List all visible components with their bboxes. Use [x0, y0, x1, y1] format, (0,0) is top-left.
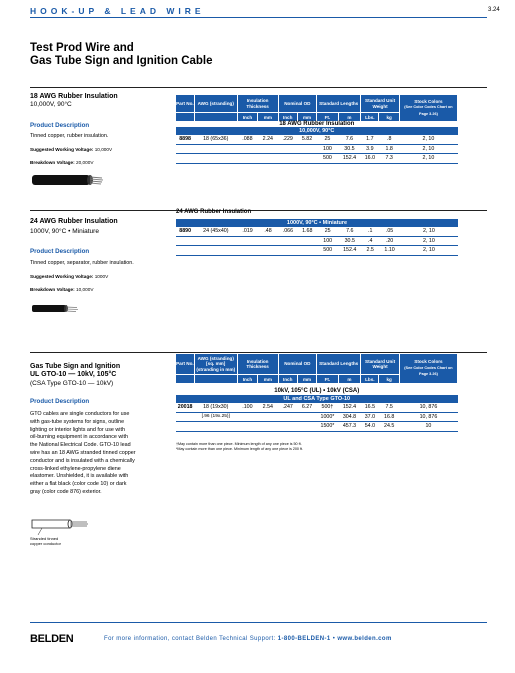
sec3-title-line2: UL GTO-10 — 10kV, 105°C	[30, 371, 117, 378]
table-row: 8890 24 (45x40) .019 .48 .066 1.68 25 7.6 .1 .05 2, 10	[176, 227, 458, 236]
sec2-description: Tinned copper, separator, rubber insulation.	[30, 260, 134, 266]
sec1-bd-label: Breakdown Voltage:	[30, 160, 75, 165]
sec2-subtitle: 1000V, 90°C • Miniature	[30, 228, 99, 235]
col-len-ft: Ft.	[317, 375, 338, 384]
footer-rule	[30, 622, 487, 623]
sec2-pd-label: Product Description	[30, 248, 90, 255]
col-od-inch: Inch	[278, 113, 297, 122]
sec1-swv-value: 10,000V	[94, 147, 113, 152]
col-od-inch: Inch	[278, 375, 297, 384]
sec3-band: UL and CSA Type GTO-10	[176, 395, 458, 403]
sec1-description: Tinned copper, rubber insulation.	[30, 133, 109, 139]
sec2-bd-value: 10,000V	[76, 287, 94, 292]
col-part: Part No.	[176, 95, 194, 113]
sec3-cable-image	[30, 510, 90, 538]
col-od-mm: mm	[297, 375, 316, 384]
table-row: 100 30.5 3.9 1.8 2, 10	[176, 144, 458, 154]
sec1-bd-value: 20,000V	[76, 160, 94, 165]
footer-text: For more information, contact Belden Technical Support:	[104, 636, 276, 642]
col-awg: AWG (stranding) [sq. mm] (stranding in mm)	[194, 354, 237, 375]
col-wt-kg: kg	[379, 375, 399, 384]
col-wt-kg: kg	[379, 113, 399, 122]
sec1-band: 10,000V, 90°C	[176, 127, 458, 135]
col-od-mm: mm	[297, 113, 316, 122]
col-colors	[399, 95, 457, 121]
page-title	[30, 42, 213, 68]
sec1-bd	[30, 160, 94, 165]
section-divider	[30, 210, 487, 211]
sec2-table	[176, 219, 458, 256]
sec1-swv-label: Suggested Working Voltage:	[30, 147, 94, 152]
col-colors-label: Stock Colors	[414, 98, 443, 104]
col-wt-lbs: Lbs.	[361, 113, 379, 122]
sec3-pd-label: Product Description	[30, 398, 90, 405]
sec1-cable-image	[30, 172, 105, 188]
sec2-bd	[30, 287, 94, 292]
col-awg: AWG (stranding)	[194, 95, 237, 113]
table-row: 500 152.4 16.0 7.3 2, 10	[176, 154, 458, 164]
footer-contact: For more information, contact Belden Technical Support: 1-800-BELDEN-1 • www.belden.com	[104, 636, 392, 642]
col-od: Nominal OD	[278, 354, 317, 375]
col-wt-lbs: Lbs.	[361, 375, 379, 384]
page-title-line1: Test Prod Wire and	[30, 42, 134, 54]
footer-phone[interactable]: 1-800-BELDEN-1	[277, 636, 331, 642]
table-row: 20018 18 (19x30) .100 2.54 .247 6.27 500† 152.4 16.5 7.5 10, 876	[176, 403, 458, 412]
footnotes	[176, 442, 303, 452]
section-divider	[30, 87, 487, 88]
col-colors-label: Stock Colors	[414, 359, 443, 365]
col-len-ft: Ft.	[317, 113, 338, 122]
col-ins-mm: mm	[258, 375, 278, 384]
col-weight: Standard Unit Weight	[361, 95, 400, 113]
header-rule	[30, 17, 487, 18]
section-header: HOOK-UP & LEAD WIRE	[30, 6, 205, 16]
col-colors	[399, 354, 457, 383]
belden-logo: BELDEN	[30, 633, 74, 645]
col-len-m: m	[338, 375, 361, 384]
sec2-swv-value: 1000V	[94, 274, 109, 279]
footer-website-link[interactable]: www.belden.com	[337, 636, 392, 642]
table-row: [.96 (19x.25)] 1000* 304.8 37.0 16.8 10, 876	[176, 412, 458, 422]
sec3-title-line1: Gas Tube Sign and Ignition	[30, 363, 121, 370]
col-part: Part No.	[176, 354, 194, 375]
col-colors-sub: (See Color Codes Chart on Page 3.26)	[404, 105, 453, 116]
col-len-m: m	[338, 113, 361, 122]
page-title-line2: Gas Tube Sign and Ignition Cable	[30, 55, 213, 67]
sec1-subtitle: 10,000V, 90°C	[30, 101, 72, 108]
page-number: 3.24	[488, 7, 500, 13]
table-row: 8898 18 (65x36) .088 2.24 .229 5.82 25 7.6 1.7 .8 2, 10	[176, 135, 458, 144]
table-row: 100 30.5 .4 .20 2, 10	[176, 236, 458, 246]
col-lengths: Standard Lengths	[317, 95, 361, 113]
table-row: 500 152.4 2.5 1.10 2, 10	[176, 246, 458, 256]
col-weight: Standard Unit Weight	[361, 354, 400, 375]
col-ins-mm: mm	[258, 113, 278, 122]
sec3-description: GTO cables are single conductors for use with gas-tube systems for signs, outline lighting or interior lights and for use with oil-burning equipment in accordance with the National Electrical Code. GTO-10 lead wire has an 18 AWG stranded tinned copper conductor and is insulated with a chemically cross-linked ethylene-propylene diene elastomer. Unshielded, it is available with either a flat black (color code 10) or dark gray (color code 876) exterior.	[30, 411, 136, 495]
footnote-1: †May contain more than one piece. Minimum length of any one piece is 50 ft.	[176, 442, 302, 446]
sec1-table-heading: 18 AWG Rubber Insulation	[176, 121, 458, 127]
table-row: 1500* 457.3 54.0 24.5 10	[176, 422, 458, 432]
sec2-swv-label: Suggested Working Voltage:	[30, 274, 94, 279]
col-ins-inch: Inch	[237, 375, 257, 384]
sec1-pd-label: Product Description	[30, 122, 90, 129]
col-lengths: Standard Lengths	[317, 354, 361, 375]
col-insulation: Insulation Thickness	[237, 354, 278, 375]
sec2-cable-image	[30, 301, 80, 315]
section-divider	[30, 352, 487, 353]
sec3-volt-line: 10kV, 105°C (UL) • 10kV (CSA)	[176, 383, 458, 395]
col-ins-inch: Inch	[237, 113, 257, 122]
sec1-table	[176, 95, 458, 164]
col-insulation: Insulation Thickness	[237, 95, 278, 113]
footnote-2: *May contain more than one piece. Minimum length of any one piece is 200 ft.	[176, 447, 304, 451]
sec3-caption: Stranded tinned copper conductor	[30, 536, 61, 546]
col-od: Nominal OD	[278, 95, 317, 113]
sec2-table-heading: 24 AWG Rubber Insulation	[176, 209, 252, 215]
sec2-bd-label: Breakdown Voltage:	[30, 287, 75, 292]
sec1-title: 18 AWG Rubber Insulation	[30, 93, 118, 100]
col-colors-sub: (See Color Codes Chart on Page 3.26)	[404, 365, 453, 377]
sec1-swv	[30, 147, 112, 152]
sec2-swv	[30, 274, 108, 279]
sec3-table	[176, 354, 458, 432]
sec3-subtitle: (CSA Type GTO-10 — 10kV)	[30, 380, 114, 387]
sec2-title: 24 AWG Rubber Insulation	[30, 218, 118, 225]
sec2-band: 1000V, 90°C • Miniature	[176, 219, 458, 227]
